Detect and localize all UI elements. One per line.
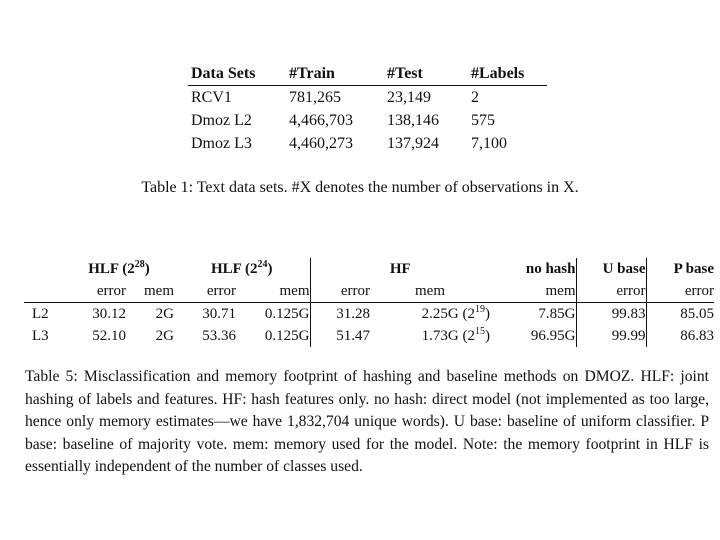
column-header: #Labels [471,65,525,82]
subheader-error: error [310,280,370,303]
subheader-error: error [646,280,714,303]
table-cell: 23,149 [387,89,431,106]
table-group-header-row [24,258,714,280]
subheader-mem: mem [144,283,174,299]
table-cell: Dmoz L3 [191,135,252,152]
datasets-table [188,62,547,155]
table-cell: 53.36 [202,328,236,344]
table-row [188,109,547,132]
table-cell: 0.125G [264,306,310,322]
table-cell: 31.28 [310,303,370,326]
table-row [188,132,547,155]
table-cell: 781,265 [289,89,341,106]
table1-caption: Table 1: Text data sets. #X denotes the number of observations in X. [141,179,579,196]
subheader-error: error [206,283,236,299]
table-cell: 0.125G [264,328,310,344]
table-cell: 137,924 [387,135,439,152]
table-cell: Dmoz L2 [191,112,252,129]
table-cell: 4,460,273 [289,135,353,152]
table-cell: 1.73G $(2^{15})$ [421,326,490,344]
corner-cell [24,258,64,280]
group-header-hf: HF [310,258,490,280]
row-label: L2 [32,306,49,322]
group-header-no-hash: no hash [525,261,576,277]
table-cell: 85.05 [646,303,714,326]
table-cell: 2G [155,306,174,322]
row-label: L3 [32,328,49,344]
subheader-mem: mem [279,283,310,299]
column-header: Data Sets [191,65,256,82]
table-cell: 96.95G [530,328,576,344]
table-cell: 99.83 [576,303,646,326]
table-cell: 30.71 [202,306,236,322]
table-cell: RCV1 [191,89,232,106]
table-row [24,303,714,326]
subheader-mem: mem [545,283,576,299]
column-header: #Test [387,65,423,82]
table-header-row [188,62,547,86]
table-cell: 86.83 [646,325,714,347]
table-cell: 7,100 [471,135,507,152]
subheader-mem: mem [415,283,445,299]
table-cell: 2 [471,89,479,106]
table-cell: 575 [471,112,495,129]
table-cell: 4,466,703 [289,112,353,129]
table5-caption: Table 5: Misclassification and memory footprint of hashing and baseline methods on DMOZ. HLF: joint hashing of labels and features. HF: hash features only. no hash: direct model (not implemented as too large, hence only memory estimates—we have 1,832,704 unique words). U base: baseline of uniform classifier. P base: baseline of majority vote. mem: memory used for the model. Note: the memory footprint in HLF is essentially independent of the number of classes used. [25,368,709,475]
group-header-hlf-2-24: HLF $(2^{24})$ [210,259,273,277]
table-cell: 7.85G [538,306,576,322]
subheader-error: error [96,283,126,299]
table-row [188,86,547,110]
column-header: #Train [289,65,335,82]
group-header-p-base: P base [646,258,714,280]
table-cell: 99.99 [576,325,646,347]
table-cell: 52.10 [92,328,126,344]
table-cell: 30.12 [92,306,126,322]
table-cell: 2.25G $(2^{19})$ [421,304,490,322]
hashing-results-table [24,258,714,347]
corner-cell [24,280,64,303]
table-subheader-row [24,280,714,303]
group-header-u-base: U base [576,258,646,280]
group-header-hlf-2-28: HLF $(2^{28})$ [88,259,150,277]
table-cell: 138,146 [387,112,439,129]
table-cell: 51.47 [310,325,370,347]
subheader-error: error [576,280,646,303]
table-row [24,325,714,347]
table-cell: 2G [155,328,174,344]
